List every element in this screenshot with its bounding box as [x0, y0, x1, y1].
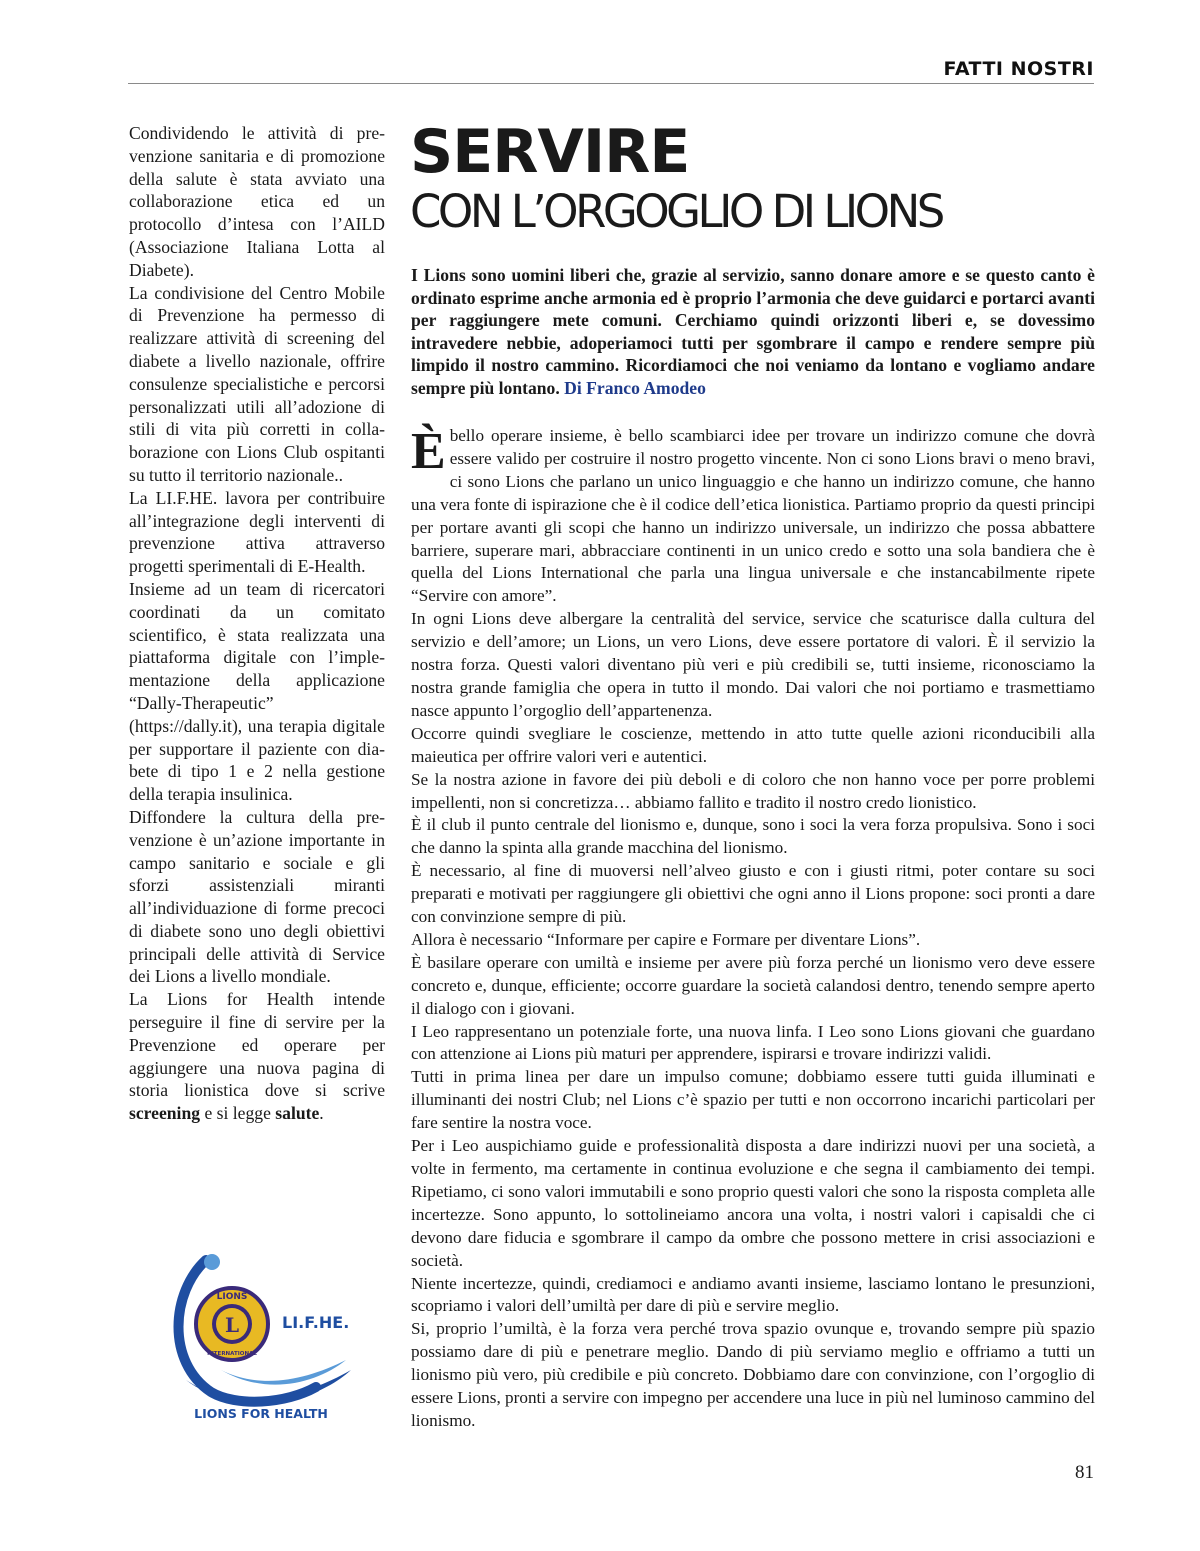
article-title: SERVIRE [410, 117, 690, 187]
left-paragraph: Condividendo le attività di prevenzione sanitaria e di promozione della salute è stata avviato una collaborazione etica ed un protocollo d’intesa con l’AILD (Associazione Italiana Lotta al Diabete). [129, 123, 385, 280]
badge-top-text: LIONS [216, 1292, 248, 1302]
body-paragraph: È il club il punto centrale del lionismo e, dunque, sono i soci la vera forza propulsiva. Sono i soci che danno la spinta alla grande macchina del lionismo. [411, 815, 1095, 858]
logo-caption: LIONS FOR HEALTH [194, 1406, 328, 1421]
lions-for-health-logo [166, 1252, 356, 1432]
closing-text: La Lions for Health intende perseguire il fine di servire per la Prevenzione ed operare per aggiungere una nuova pagina di storia lionistica dove si scrive [129, 989, 385, 1101]
closing-bold-screening: screening [129, 1103, 201, 1124]
article-subtitle: CON L’ORGOGLIO DI LIONS [410, 185, 942, 238]
body-paragraph: Se la nostra azione in favore dei più deboli e di coloro che non hanno voce per porre problemi impellenti, non si concretizza… abbiamo fallito e tradito il nostro credo lionistico. [411, 769, 1095, 812]
left-paragraph: Diffondere la cultura della prevenzione è un’azione importante in campo sanitario e sociale e gli sforzi assistenziali miranti all’individuazione di forme precoci di diabete sono uno degli obiettivi principali delle attività di Service dei Lions a livello mondiale. [129, 806, 385, 987]
body-paragraph: Tutti in prima linea per dare un impulso comune; dobbiamo essere tutti guida illuminati e illuminanti dei nostri Club; nel Lions c’è spazio per tutti e non occorrono incarichi particolari per fare sentire la nostra voce. [411, 1067, 1095, 1133]
body-first-text: bello operare insieme, è bello scambiarci idee per trovare un indirizzo comune che dovrà essere valido per costruire il nostro progetto vincente. Non ci sono Lions bravi o meno bravi, ci sono Lions che parlano un unico linguaggio e che hanno un indirizzo comune, che hanno una vera fonte di ispirazione che è il codice dell’etica lionistica. Partiamo proprio da questi principi per portare avanti gli scopi che hanno un indirizzo universale, un indirizzo che possa abbattere barriere, superare mari, abbracciare continenti in un unico credo e sotto una sola bandiera che è quella del Lions International che parla una lingua universale e che instancabilmente ripete “Servire con amore”. [411, 426, 1095, 606]
body-paragraph: Allora è necessario “Informare per capire e Formare per diventare Lions”. [411, 929, 921, 949]
badge-bottom-text: INTERNATIONAL [207, 1351, 257, 1357]
body-paragraph: In ogni Lions deve albergare la centralità del service, service che scaturisce dalla cultura del servizio e dell’amore; un Lions, un vero Lions, deve essere portatore di valori. È il servizio la nostra forza. Questi valori diventano più veri e più credibili se, tutti insieme, riconosciamo la nostra grande famiglia che opera in tutto il mondo. Dai valori che noi portiamo e trasmettiamo nasce appunto l’orgoglio dell’appartenenza. [411, 609, 1095, 720]
section-label: FATTI NOSTRI [943, 58, 1094, 80]
closing-text-middle: e si legge [204, 1103, 271, 1124]
body-paragraph: Niente incertezze, quindi, crediamoci e andiamo avanti insieme, lasciamo lontano le presunzioni, scopriamo i valori dell’umiltà per dare di più e servire meglio. [411, 1273, 1095, 1316]
byline: Di Franco Amodeo [564, 377, 706, 398]
body-paragraph: Si, proprio l’umiltà, è la forza vera perché trova spazio ovunque e, trovando sempre più spazio possiamo dare di più e penetrare meglio. Dando di più serviamo meglio e offriamo a tutti un lionismo più vero, più credibile e più concreto. Dobbiamo dare con convinzione, con l’orgoglio di essere Lions, pronti a servire con impegno per accendere una luce in più nel luminoso cammino del lionismo. [411, 1319, 1095, 1430]
left-paragraph: La LI.F.HE. lavora per contribuire all’integrazione degli interventi di prevenzione attiva attraverso progetti sperimentali di E-Health. [129, 487, 385, 577]
body-paragraph: Per i Leo auspichiamo guide e professionalità disposta a dare indirizzi nuovi per una società, a volte in fermento, ma certamente in continua evoluzione e che segna il cambiamento dei tempi. Ripetiamo, ci sono valori immutabili e sono proprio questi valori che sono la risposta completa alle incertezze. Sono appunto, lo sottolineiamo ancora una volta, i nostri valori i capisaldi che ci devono dare fiducia e sgombrare il campo da ombre che possono mettere in crisi associazioni e società. [411, 1136, 1095, 1270]
body-paragraph: Occorre quindi svegliare le coscienze, mettendo in atto tutte quelle azioni riconducibili alla maieutica per offrire valori veri e autentici. [411, 723, 1095, 766]
body-paragraph [411, 425, 1095, 608]
header-rule [128, 83, 1094, 84]
logo-acronym: LI.F.HE. [282, 1313, 350, 1332]
closing-text-end: . [319, 1103, 324, 1124]
left-paragraph: La condivisione del Centro Mobile di Prevenzione ha permesso di realizzare attività di screening del diabete a livello nazionale, offrire consulenze specialistiche e percorsi personalizzati utili all’adozione di stili di vita più corretti in collaborazione con Lions Club ospitanti su tutto il territorio nazionale.. [129, 282, 385, 485]
badge-letter: L [224, 1313, 240, 1337]
lead-paragraph [411, 264, 1095, 400]
body-column [411, 425, 1095, 1433]
page-number: 81 [1075, 1462, 1094, 1483]
drop-cap: È [411, 423, 446, 480]
left-paragraph: Insieme ad un team di ricercatori coordinati da un comitato scientifico, è stata realizzata una piattaforma digitale con l’implementazione della applicazione “Dally-Therapeutic” (https://dally.it), una terapia digitale per supportare il paziente con diabete di tipo 1 e 2 nella gestione della terapia insulinica. [129, 578, 385, 805]
body-paragraph: È necessario, al fine di muoversi nell’alveo giusto e con i giusti ritmi, poter contare su soci preparati e motivati per raggiungere gli obiettivi che ogni anno il Lions propone: soci pronti a dare con convinzione sempre di più. [411, 861, 1095, 927]
left-column [129, 122, 385, 1125]
body-paragraph: È basilare operare con umiltà e insieme per avere più forza perché un lionismo vero deve essere concreto e, dunque, efficiente; occorre guardare la società calandosi dentro, tenendo sempre aperto il dialogo con i giovani. [411, 952, 1095, 1018]
closing-bold-salute: salute [275, 1103, 320, 1124]
logo-graphic [166, 1252, 356, 1432]
body-paragraph: I Leo rappresentano un potenziale forte, una nuova linfa. I Leo sono Lions giovani che guardano con attenzione ai Lions più maturi per apprendere, ispirarsi e trovare indirizzi validi. [411, 1021, 1095, 1064]
lead-text: I Lions sono uomini liberi che, grazie al servizio, sanno donare amore e se questo canto è ordinato esprime anche armonia ed è proprio l’armonia che deve guidarci e portarci avanti per raggiungere mete comuni. Cerchiamo quindi orizzonti liberi e, se dovessimo intravedere nebbie, adoperiamoci tutti per sgombrare il campo e rendere sempre più limpido il nostro cammino. Ricordiamoci che noi veniamo da lontano e vogliamo andare sempre più lontano. [411, 265, 1095, 398]
left-closing-paragraph [129, 988, 385, 1125]
